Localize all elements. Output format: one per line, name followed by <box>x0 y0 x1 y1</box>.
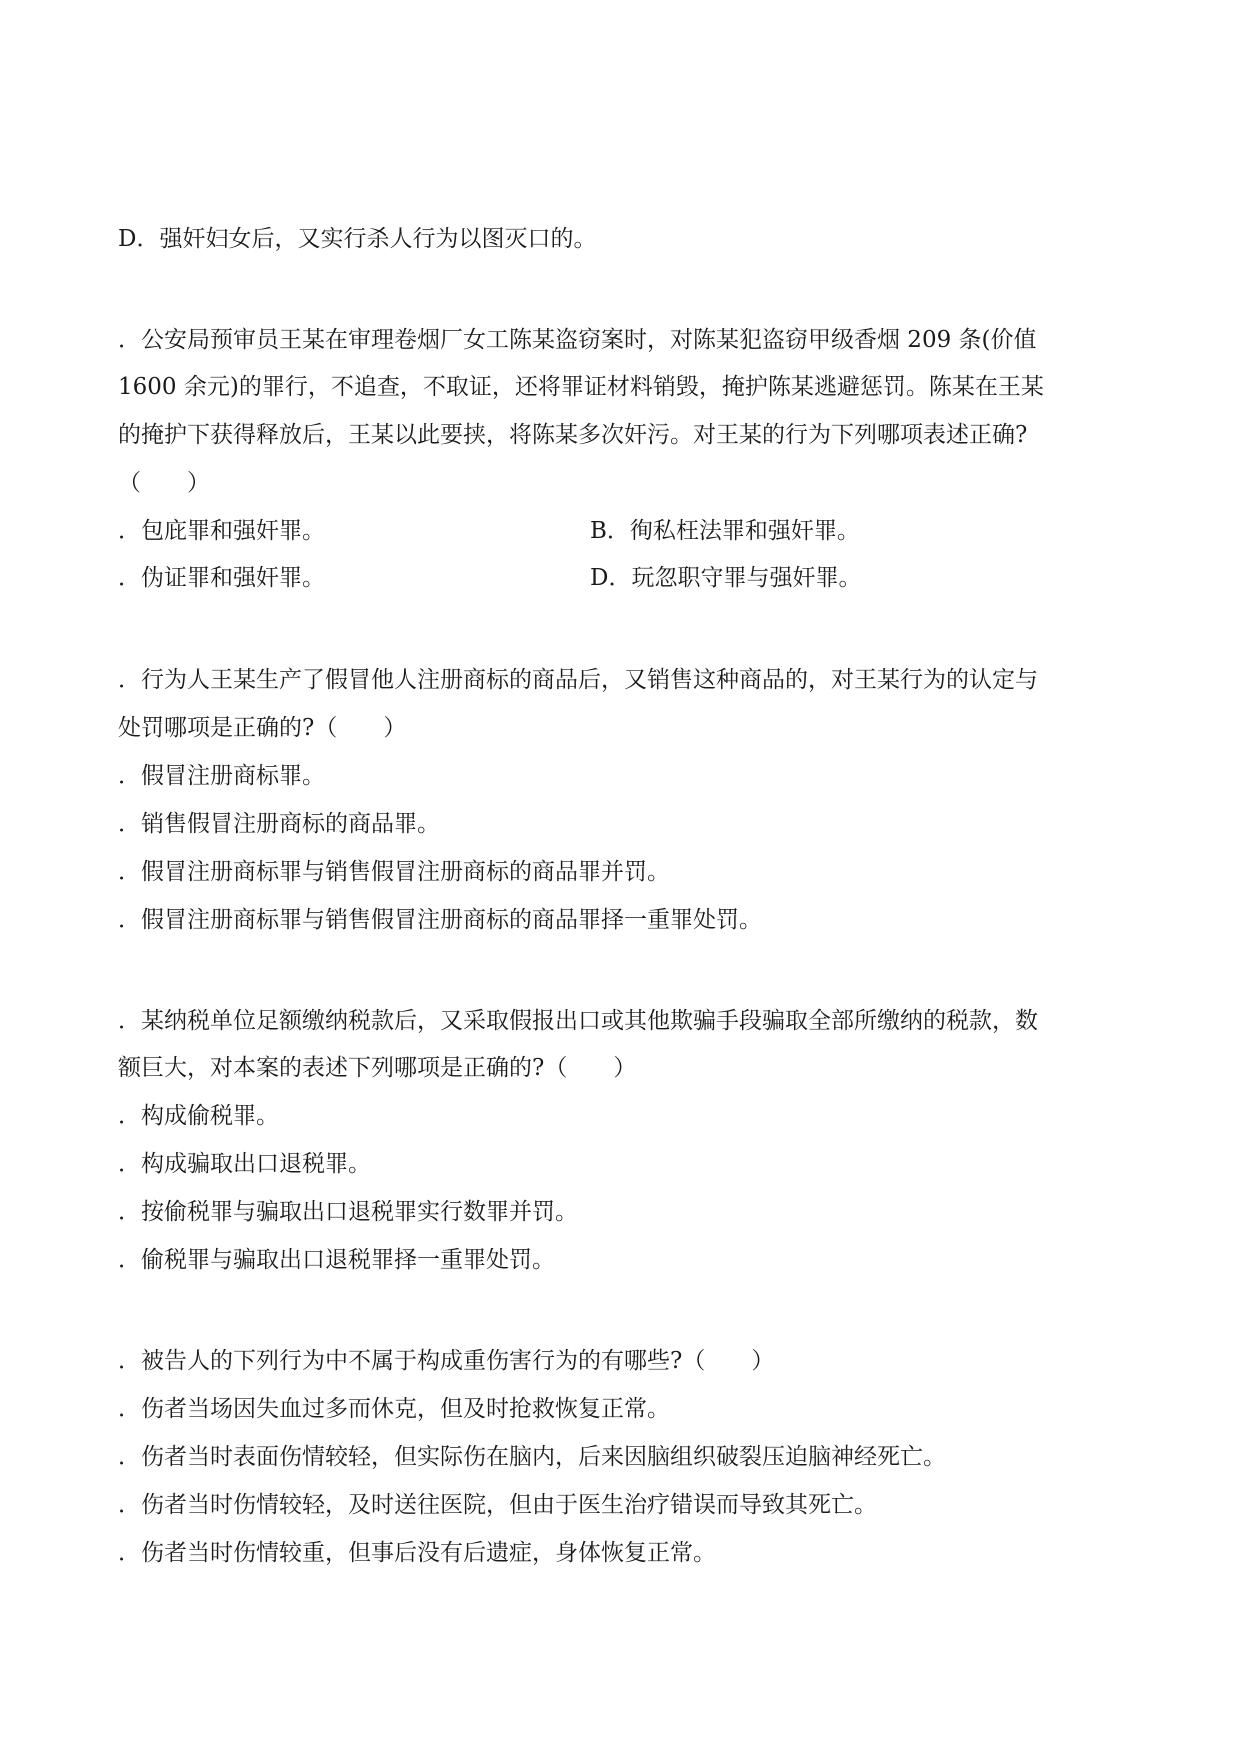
q4-option-b: ．伤者当时表面伤情较轻，但实际伤在脑内，后来因脑组织破裂压迫脑神经死亡。 <box>118 1444 946 1470</box>
q3-option-b: ．构成骗取出口退税罪。 <box>118 1151 371 1177</box>
q1-stem-line-1: ．公安局预审员王某在审理卷烟厂女工陈某盗窃案时，对陈某犯盗窃甲级香烟 209 条(价值 <box>118 327 1037 353</box>
q4-stem-line-1: ．被告人的下列行为中不属于构成重伤害行为的有哪些?（ ） <box>118 1348 775 1374</box>
q2-stem-line-2: 处罚哪项是正确的?（ ） <box>118 715 407 741</box>
q2-option-b: ．销售假冒注册商标的商品罪。 <box>118 811 440 837</box>
q3-option-d: ．偷税罪与骗取出口退税罪择一重罪处罚。 <box>118 1247 555 1273</box>
q1-stem-line-2: 1600 余元)的罪行，不追查，不取证，还将罪证材料销毁，掩护陈某逃避惩罚。陈某在王某 <box>118 374 1044 400</box>
prev-question-option-d: D．强奸妇女后，又实行杀人行为以图灭口的。 <box>118 226 597 252</box>
q2-option-c: ．假冒注册商标罪与销售假冒注册商标的商品罪并罚。 <box>118 859 670 885</box>
q3-stem-line-2: 额巨大，对本案的表述下列哪项是正确的?（ ） <box>118 1055 637 1081</box>
q2-option-a: ．假冒注册商标罪。 <box>118 763 325 789</box>
q1-option-a: ．包庇罪和强奸罪。 <box>118 518 325 544</box>
q2-stem-line-1: ．行为人王某生产了假冒他人注册商标的商品后，又销售这种商品的，对王某行为的认定与 <box>118 667 1038 693</box>
q2-option-d: ．假冒注册商标罪与销售假冒注册商标的商品罪择一重罪处罚。 <box>118 907 762 933</box>
q1-stem-line-4: （ ） <box>118 470 210 496</box>
q1-option-c: ．伪证罪和强奸罪。 <box>118 565 325 591</box>
q3-option-a: ．构成偷税罪。 <box>118 1103 279 1129</box>
q4-option-a: ．伤者当场因失血过多而休克，但及时抢救恢复正常。 <box>118 1396 670 1422</box>
q1-option-b: B．徇私枉法罪和强奸罪。 <box>590 518 860 544</box>
q3-option-c: ．按偷税罪与骗取出口退税罪实行数罪并罚。 <box>118 1199 578 1225</box>
q1-option-d: D．玩忽职守罪与强奸罪。 <box>590 565 862 591</box>
q3-stem-line-1: ．某纳税单位足额缴纳税款后，又采取假报出口或其他欺骗手段骗取全部所缴纳的税款，数 <box>118 1008 1038 1034</box>
q4-option-d: ．伤者当时伤情较重，但事后没有后遗症，身体恢复正常。 <box>118 1540 716 1566</box>
q1-stem-line-3: 的掩护下获得释放后，王某以此要挟，将陈某多次奸污。对王某的行为下列哪项表述正确? <box>118 422 1028 448</box>
q4-option-c: ．伤者当时伤情较轻，及时送往医院，但由于医生治疗错误而导致其死亡。 <box>118 1492 877 1518</box>
